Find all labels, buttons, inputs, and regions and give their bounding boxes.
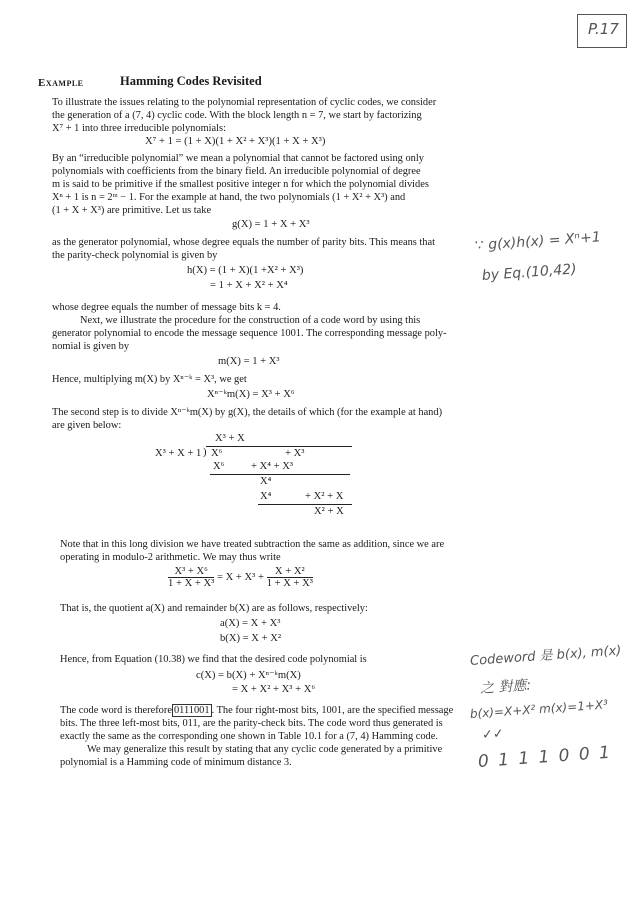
- intro-line-2: the generation of a (7, 4) cyclic code. With the block length n = 7, we start by factorizing: [52, 110, 422, 121]
- fraction-equation: [168, 566, 313, 589]
- codeword-line: [60, 704, 453, 717]
- handwritten-note-identity: ∵ g(x)h(x) = Xⁿ+1: [474, 229, 602, 254]
- handwritten-note-correspond: 之 對應:: [479, 677, 532, 697]
- fraction-middle: = X + X³ +: [216, 571, 264, 583]
- equation-message: m(X) = 1 + X³: [218, 356, 280, 367]
- handwritten-note-polys: b(x)=X+X² m(x)=1+X³: [469, 697, 609, 721]
- division-row3-a: X⁴: [260, 491, 272, 502]
- codeword-suffix: . The four right-most bits, 1001, are the specified message: [211, 705, 454, 716]
- fraction-right: [267, 566, 313, 589]
- irreducible-line-3: m is said to be primitive if the smallest positive integer n for which the polynomial divides: [52, 179, 429, 190]
- section-title: Hamming Codes Revisited: [120, 74, 262, 88]
- division-row1-b: + X⁴ + X³: [251, 461, 294, 472]
- fraction-right-denominator: 1 + X + X³: [266, 578, 313, 589]
- degree-line: whose degree equals the number of message bits k = 4.: [52, 302, 281, 313]
- fraction-left: [168, 566, 214, 589]
- intro-line-3: X⁷ + 1 into three irreducible polynomials:: [52, 123, 226, 134]
- irreducible-line-4: Xⁿ + 1 is n = 2ᵐ − 1. For the example at hand, the two polynomials (1 + X² + X³) and: [52, 192, 406, 203]
- irreducible-line-5: (1 + X + X³) are primitive. Let us take: [52, 205, 212, 216]
- handwritten-codeword-bits: 0 1 1 1 0 0 1: [477, 742, 613, 772]
- equation-code-2: = X + X² + X³ + X⁶: [232, 684, 316, 695]
- next-line-1: Next, we illustrate the procedure for the construction of a code word by using this: [80, 315, 421, 326]
- divide-line-1: The second step is to divide Xⁿ⁻ᵏm(X) by g(X), the details of which (for the example at hand): [52, 407, 443, 418]
- quotient-remainder-line: That is, the quotient a(X) and remainder b(X) are as follows, respectively:: [60, 603, 368, 614]
- division-bar: [206, 446, 352, 447]
- division-rule-1: [210, 474, 350, 475]
- generator-line-2: the parity-check polynomial is given by: [52, 250, 218, 261]
- codeword-line-3: exactly the same as the corresponding one shown in Table 10.1 for a (7, 4) Hamming code.: [60, 731, 438, 742]
- division-row1-a: X⁶: [213, 461, 225, 472]
- intro-line-1: To illustrate the issues relating to the polynomial representation of cyclic codes, we consider: [52, 97, 437, 108]
- multiply-line: Hence, multiplying m(X) by Xⁿ⁻ᵏ = X³, we get: [52, 374, 247, 385]
- note-line-1: Note that in this long division we have treated subtraction the same as addition, since we are: [60, 539, 445, 550]
- division-row3-b: + X² + X: [305, 491, 344, 502]
- note-line-2: operating in modulo-2 arithmetic. We may thus write: [60, 552, 281, 563]
- division-rule-2: [258, 504, 352, 505]
- irreducible-line-2: polynomials with coefficients from the binary field. An irreducible polynomial of degree: [52, 166, 421, 177]
- fraction-right-numerator: X + X²: [267, 566, 313, 578]
- divide-line-2: are given below:: [52, 420, 122, 431]
- equation-parity-check-1: h(X) = (1 + X)(1 +X² + X³): [187, 265, 304, 276]
- codeword-prefix: The code word is therefore: [60, 705, 172, 716]
- generator-line-1: as the generator polynomial, whose degree equals the number of parity bits. This means that: [52, 237, 436, 248]
- next-line-3: nomial is given by: [52, 341, 130, 352]
- codeword-line-2: bits. The three left-most bits, 011, are the parity-check bits. The code word thus generated is: [60, 718, 443, 729]
- division-divisor: X³ + X + 1: [155, 448, 202, 459]
- division-remainder: X² + X: [314, 506, 344, 517]
- equation-remainder: b(X) = X + X²: [220, 633, 282, 644]
- division-bracket: ): [203, 447, 207, 458]
- irreducible-line-1: By an “irreducible polynomial” we mean a polynomial that cannot be factored using only: [52, 153, 424, 164]
- division-row2: X⁴: [260, 476, 272, 487]
- equation-generator: g(X) = 1 + X + X³: [232, 219, 310, 230]
- equation-parity-check-2: = 1 + X + X² + X⁴: [210, 280, 288, 291]
- page-number: P.17: [588, 20, 619, 38]
- equation-quotient: a(X) = X + X³: [220, 618, 281, 629]
- fraction-left-denominator: 1 + X + X³: [168, 578, 215, 589]
- hence-line: Hence, from Equation (10.38) we find that the desired code polynomial is: [60, 654, 367, 665]
- equation-factorization: X⁷ + 1 = (1 + X)(1 + X² + X³)(1 + X + X³): [145, 136, 326, 147]
- division-dividend-low: + X³: [285, 448, 305, 459]
- handwritten-note-equation-ref: by Eq.(10,42): [481, 261, 578, 284]
- next-line-2: generator polynomial to encode the message sequence 1001. The corresponding message poly-: [52, 328, 447, 339]
- general-line-2: polynomial is a Hamming code of minimum distance 3.: [60, 757, 292, 768]
- equation-code-1: c(X) = b(X) + Xⁿ⁻ᵏm(X): [196, 670, 301, 681]
- fraction-left-numerator: X³ + X⁶: [168, 566, 214, 578]
- codeword-boxed: 0111001: [173, 705, 210, 716]
- equation-shifted-message: Xⁿ⁻ᵏm(X) = X³ + X⁶: [207, 389, 295, 400]
- division-quotient: X³ + X: [215, 433, 245, 444]
- handwritten-checkmarks: ✓✓: [481, 726, 505, 743]
- example-label: Example: [38, 77, 84, 89]
- handwritten-note-codeword: Codeword 是 b(x), m(x): [469, 643, 622, 669]
- general-line-1: We may generalize this result by stating that any cyclic code generated by a primitive: [87, 744, 443, 755]
- division-dividend-high: X⁶: [211, 448, 223, 459]
